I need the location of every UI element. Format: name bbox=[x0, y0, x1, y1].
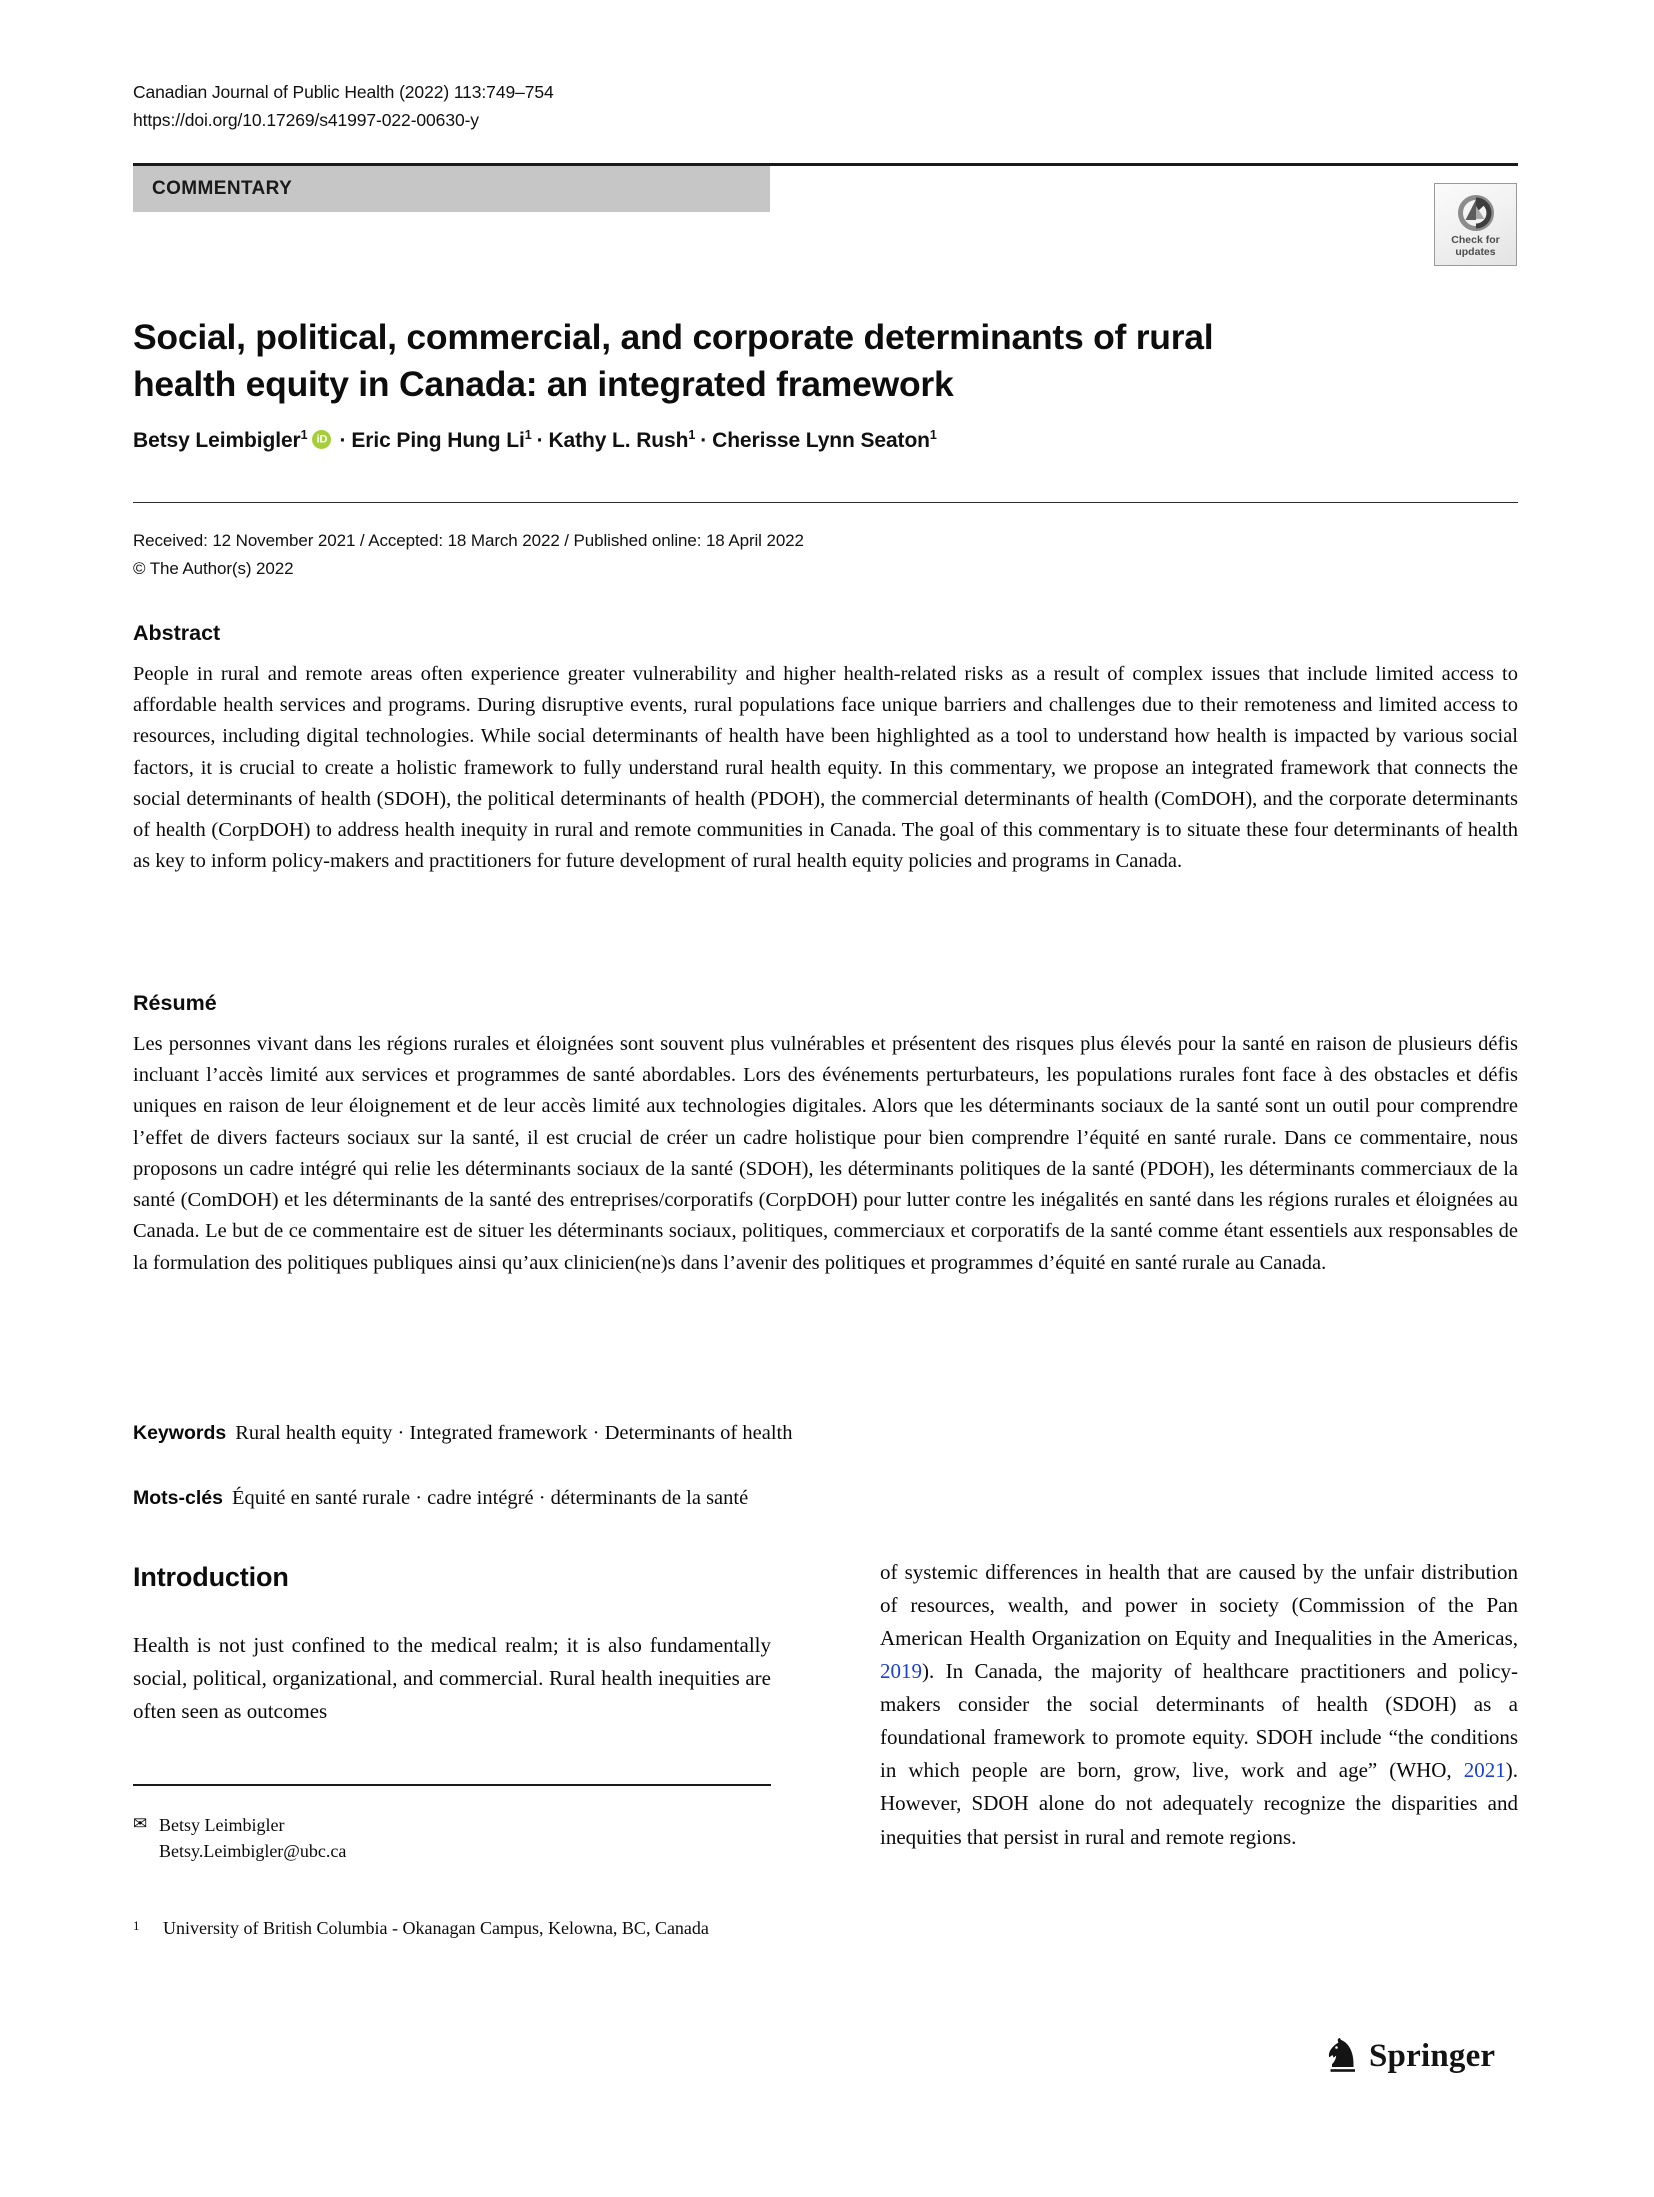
author-name-3[interactable]: Kathy L. Rush bbox=[548, 429, 689, 452]
corresponding-author-block bbox=[133, 1812, 771, 1865]
publisher-logo bbox=[1326, 2036, 1495, 2076]
motscles-row bbox=[133, 1487, 1518, 1510]
intro-right-text-2: ). In Canada, the majority of healthcare practitioners and policy-makers consider the social determinants of health (SDOH) as a foundational framework to promote equity. SDOH include “the conditions in which people are born, grow, live, work and age” (WHO, bbox=[880, 1659, 1518, 1783]
keywords-row bbox=[133, 1422, 1518, 1445]
crossmark-logo-icon bbox=[1456, 193, 1496, 233]
publisher-name: Springer bbox=[1369, 2037, 1496, 2074]
body-column-left bbox=[133, 1556, 771, 1728]
author-affil-marker-1: 1 bbox=[300, 428, 308, 442]
intro-right-text-1: of systemic differences in health that are caused by the unfair distribution of resources, wealth, and power in society (Commission of the Pan American Health Organization on Equity and Inequalities in the Americas, bbox=[880, 1560, 1518, 1651]
journal-header bbox=[133, 78, 1133, 135]
keywords-label: Keywords bbox=[133, 1422, 227, 1444]
check-for-updates-badge[interactable] bbox=[1434, 183, 1517, 266]
motscles-label: Mots-clés bbox=[133, 1487, 223, 1509]
author-affil-marker-2: 1 bbox=[524, 428, 532, 442]
authors-divider-rule bbox=[133, 502, 1518, 503]
resume-heading: Résumé bbox=[133, 991, 217, 1015]
intro-right-text-3: ). However, SDOH alone do not adequately recognize the disparities and inequities that persist in rural and remote regions. bbox=[880, 1758, 1518, 1849]
author-name-1[interactable]: Betsy Leimbigler bbox=[133, 429, 301, 452]
abstract-section bbox=[133, 617, 1518, 878]
resume-text: Les personnes vivant dans les régions rurales et éloignées sont souvent plus vulnérables et présentent des risques plus élevés pour la santé en raison de plusieurs défis incluant l’accès limité aux services et programmes de santé abordables. Lors des événements perturbateurs, les populations rurales font face à des obstacles et défis uniques en raison de leur éloignement et de leur accès limité aux technologies digitales. Alors que les déterminants sociaux de la santé sont un outil pour comprendre l’effet de divers facteurs sociaux sur la santé, il est crucial de créer un cadre holistique pour bien comprendre l’équité en santé rurale. Dans ce commentaire, nous proposons un cadre intégré qui relie les déterminants sociaux de la santé (SDOH), les déterminants politiques de la santé (PDOH), les déterminants commerciaux de la santé (ComDOH) et les déterminants de la santé des entreprises/corporatifs (CorpDOH) pour lutter contre les inégalités en santé dans les régions rurales et éloignées au Canada. Le but de ce commentaire est de situer les déterminants sociaux, politiques, commerciaux et corporatifs de la santé comme étant essentiels aux responsables de la formulation des politiques publiques ainsi qu’aux clinicien(ne)s dans l’avenir des politiques et programmes d’équité en santé rurale au Canada. bbox=[133, 1032, 1518, 1274]
affiliation-text: University of British Columbia - Okanagan Campus, Kelowna, BC, Canada bbox=[163, 1918, 709, 1938]
publication-dates bbox=[133, 527, 1333, 582]
corresponding-author-email[interactable]: Betsy.Leimbigler@ubc.ca bbox=[159, 1841, 347, 1862]
author-affil-marker-3: 1 bbox=[688, 428, 696, 442]
affiliation-number: 1 bbox=[133, 1918, 140, 1933]
citation-link-2021[interactable]: 2021 bbox=[1463, 1758, 1506, 1783]
citation-link-2019[interactable]: 2019 bbox=[880, 1659, 922, 1684]
doi-link[interactable]: https://doi.org/10.17269/s41997-022-00630-y bbox=[133, 110, 479, 131]
article-title: Social, political, commercial, and corporate determinants of rural health equity in Canada: an integrated framework bbox=[133, 316, 1214, 404]
author-list bbox=[133, 428, 1433, 453]
article-type-label: COMMENTARY bbox=[152, 178, 293, 199]
author-separator: · bbox=[536, 429, 544, 452]
corresponding-author-info bbox=[159, 1812, 771, 1865]
resume-section bbox=[133, 987, 1518, 1279]
intro-paragraph-left: Health is not just confined to the medical realm; it is also fundamentally social, political, organizational, and commercial. Rural health inequities are often seen as outcomes bbox=[133, 1632, 771, 1723]
abstract-text: People in rural and remote areas often experience greater vulnerability and higher health-related risks as a result of complex issues that include limited access to affordable health services and programs. During disruptive events, rural populations face unique barriers and challenges due to their remoteness and limited access to resources, including digital technologies. While social determinants of health have been highlighted as a tool to understand how health is impacted by various social factors, it is crucial to create a holistic framework to fully understand rural health equity. In this commentary, we propose an integrated framework that connects the social determinants of health (SDOH), the political determinants of health (PDOH), the commercial determinants of health (ComDOH), and the corporate determinants of health (CorpDOH) to address health inequity in rural and remote communities in Canada. The goal of this commentary is to situate these four determinants of health as key to inform policy-makers and practitioners for future development of rural health equity policies and programs in Canada. bbox=[133, 662, 1518, 873]
motscles-value: Équité en santé rurale · cadre intégré · déterminants de la santé bbox=[231, 1487, 749, 1509]
affiliation-block bbox=[133, 1915, 771, 1942]
abstract-heading: Abstract bbox=[133, 621, 221, 645]
section-heading-introduction: Introduction bbox=[133, 1562, 289, 1592]
author-affil-marker-4: 1 bbox=[929, 428, 937, 442]
envelope-icon: ✉ bbox=[133, 1814, 148, 1833]
copyright-line: © The Author(s) 2022 bbox=[133, 558, 294, 578]
intro-paragraph-right bbox=[880, 1556, 1518, 1854]
keywords-value: Rural health equity · Integrated framework · Determinants of health bbox=[235, 1422, 793, 1444]
author-name-2[interactable]: Eric Ping Hung Li bbox=[351, 429, 525, 452]
orcid-icon[interactable] bbox=[312, 430, 331, 449]
body-column-right bbox=[880, 1556, 1518, 1854]
footnote-divider-rule bbox=[133, 1784, 771, 1786]
crossmark-label bbox=[1435, 234, 1516, 258]
crossmark-line1: Check for bbox=[1451, 234, 1500, 246]
journal-citation: Canadian Journal of Public Health (2022) 113:749–754 bbox=[133, 82, 554, 102]
crossmark-line2: updates bbox=[1455, 246, 1496, 259]
author-name-4[interactable]: Cherisse Lynn Seaton bbox=[712, 429, 930, 452]
corresponding-author-name: Betsy Leimbigler bbox=[159, 1815, 285, 1835]
received-accepted-published-line: Received: 12 November 2021 / Accepted: 18 March 2022 / Published online: 18 April 2022 bbox=[133, 531, 804, 550]
author-separator: · bbox=[339, 429, 347, 452]
author-separator: · bbox=[700, 429, 708, 452]
springer-knight-icon bbox=[1326, 2036, 1360, 2076]
